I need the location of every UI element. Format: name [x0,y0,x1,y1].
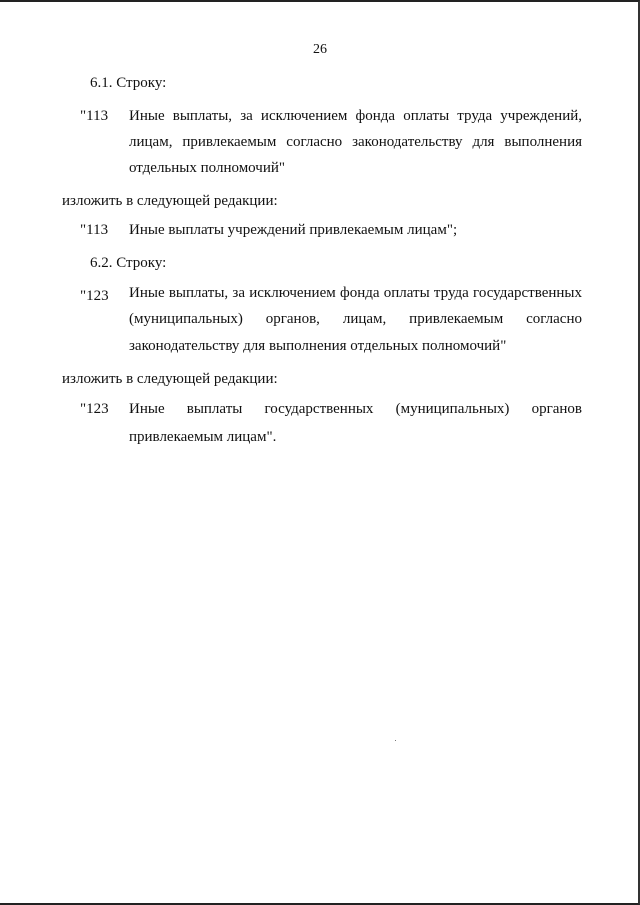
section-6-2-new-text-line-1: Иные выплаты государственных (муниципальных) органов [129,401,582,417]
section-6-1-new-text: Иные выплаты учреждений привлекаемым лицам"; [129,222,458,238]
section-6-2-heading: 6.2. Строку: [90,255,167,271]
scan-speck [395,740,396,741]
section-6-1-text-line-1: Иные выплаты, за исключением фонда оплаты труда учреждений, [129,108,582,124]
section-6-1-heading: 6.1. Строку: [90,75,167,91]
section-6-1-text-line-2: лицам, привлекаемым согласно законодательству для выполнения [129,134,582,150]
section-6-2-new-text-line-2: привлекаемым лицам". [129,429,277,445]
section-6-1-text-line-3: отдельных полномочий" [129,160,286,176]
section-6-2-text-line-3: законодательству для выполнения отдельных полномочий" [129,338,507,354]
section-6-1-code: "113 [80,108,109,124]
section-6-2-text-line-1: Иные выплаты, за исключением фонда оплаты труда государственных [129,285,582,301]
section-6-1-new-code: "113 [80,222,109,238]
section-6-2-new-code: "123 [80,401,109,417]
section-6-2-text-line-2: (муниципальных) органов, лицам, привлекаемым согласно [129,311,582,327]
section-6-2-code: "123 [80,288,109,304]
page-number: 26 [313,42,327,57]
section-6-2-instruction: изложить в следующей редакции: [62,371,278,387]
section-6-1-instruction: изложить в следующей редакции: [62,193,278,209]
